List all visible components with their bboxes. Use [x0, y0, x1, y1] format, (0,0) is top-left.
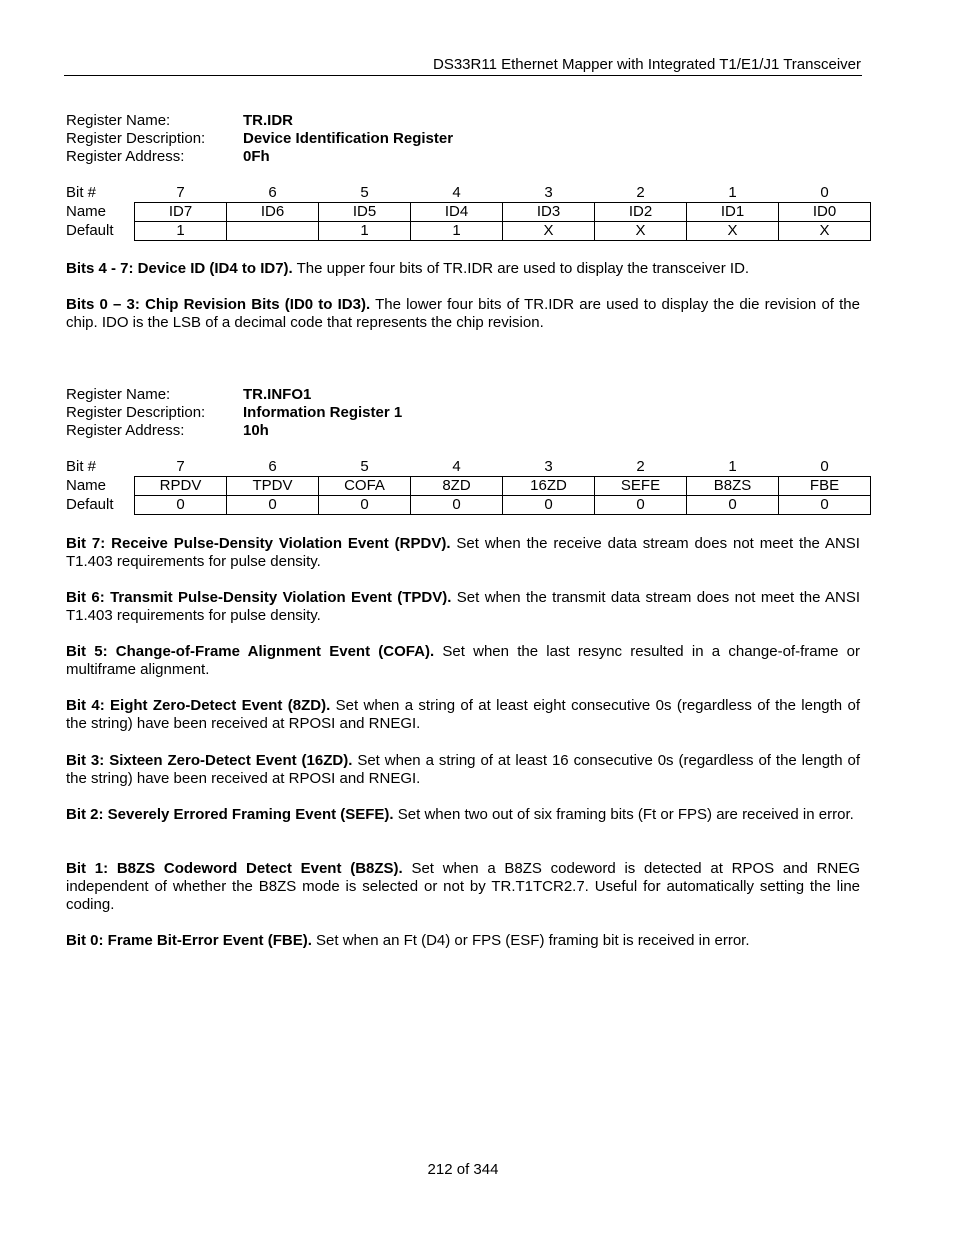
header-rule: [64, 75, 862, 76]
field-label: Register Name:: [66, 112, 171, 129]
bit-name: ID5: [319, 203, 411, 222]
bit-default: 0: [595, 496, 687, 515]
bit-default: 1: [319, 222, 411, 241]
bit-default: 0: [779, 496, 871, 515]
bit-number: 1: [728, 458, 737, 475]
bit-number: 0: [820, 458, 829, 475]
bit-default: 0: [227, 496, 319, 515]
bit-default: X: [779, 222, 871, 241]
bit-table-info1: [66, 458, 871, 515]
bit-default: 0: [687, 496, 779, 515]
bit-name: FBE: [779, 477, 871, 496]
bit-description: [66, 535, 860, 571]
bit-description-title: Bit 1: B8ZS Codeword Detect Event (B8ZS).: [66, 860, 403, 877]
register-name: TR.IDR: [243, 112, 293, 129]
bit-description: [66, 932, 860, 950]
register-address-row: [66, 148, 453, 166]
row-label: Bit #: [66, 184, 97, 202]
bit-description-text: Set when the transmit data stream does not meet the ANSI T1.403 requirements for pulse density.: [66, 589, 860, 624]
bit-number: 6: [268, 184, 277, 201]
bit-default-row: [66, 496, 871, 515]
bit-number: 7: [176, 458, 185, 475]
bit-default: 0: [319, 496, 411, 515]
bit-default: X: [687, 222, 779, 241]
bit-description: [66, 260, 860, 278]
bit-number: 1: [728, 184, 737, 201]
bit-name: RPDV: [135, 477, 227, 496]
register-description: Device Identification Register: [243, 130, 454, 147]
bit-description-title: Bits 0 – 3: Chip Revision Bits (ID0 to ID3).: [66, 296, 371, 313]
register-description: Information Register 1: [243, 404, 403, 421]
bit-default: 0: [135, 496, 227, 515]
row-label: Bit #: [66, 458, 97, 476]
row-label: Default: [66, 496, 114, 513]
field-label: Register Description:: [66, 130, 206, 147]
bit-number: 4: [452, 184, 461, 201]
bit-name: SEFE: [595, 477, 687, 496]
bit-name: 16ZD: [503, 477, 595, 496]
bit-default: [227, 222, 319, 241]
bit-name-row: [66, 477, 871, 496]
bit-number: 3: [544, 458, 553, 475]
bit-name: ID7: [135, 203, 227, 222]
bit-name: ID3: [503, 203, 595, 222]
bit-description-title: Bit 0: Frame Bit-Error Event (FBE).: [66, 932, 312, 949]
row-label: Name: [66, 203, 107, 220]
bit-number-row: [66, 184, 871, 203]
bit-description: [66, 589, 860, 625]
bit-number: 5: [360, 184, 369, 201]
bit-description: [66, 697, 860, 733]
row-label: Name: [66, 477, 107, 494]
field-label: Register Name:: [66, 386, 171, 403]
register-description-row: [66, 130, 453, 148]
bit-default-row: [66, 222, 871, 241]
bit-description-text: Set when a string of at least eight consecutive 0s (regardless of the length of the string) have been received at RPOSI and RNEGI.: [66, 697, 860, 732]
bit-description-title: Bit 2: Severely Errored Framing Event (SEFE).: [66, 806, 394, 823]
bit-description-text: Set when a B8ZS codeword is detected at RPOS and RNEG independent of whether the B8ZS mode is selected or not by TR.T1TCR2.7. Useful for automatically setting the line coding.: [66, 860, 860, 913]
bit-number: 6: [268, 458, 277, 475]
bit-description: [66, 860, 860, 914]
bit-description-title: Bit 3: Sixteen Zero-Detect Event (16ZD).: [66, 752, 353, 769]
page-number: 212 of 344: [427, 1161, 499, 1178]
bit-number: 2: [636, 458, 645, 475]
bit-number: 3: [544, 184, 553, 201]
bit-description-title: Bits 4 - 7: Device ID (ID4 to ID7).: [66, 260, 293, 277]
bit-description-text: Set when two out of six framing bits (Ft or FPS) are received in error.: [393, 806, 854, 823]
bit-name: ID4: [411, 203, 503, 222]
register-name: TR.INFO1: [243, 386, 312, 403]
bit-name: B8ZS: [687, 477, 779, 496]
register-description-row: [66, 404, 402, 422]
bit-table-idr: [66, 184, 871, 241]
bit-description: [66, 643, 860, 679]
register-address: 10h: [243, 422, 269, 439]
bit-name: COFA: [319, 477, 411, 496]
register-info-idr: [66, 112, 453, 166]
bit-number: 0: [820, 184, 829, 201]
bit-description-title: Bit 4: Eight Zero-Detect Event (8ZD).: [66, 697, 331, 714]
bit-default: X: [595, 222, 687, 241]
bit-default: 1: [411, 222, 503, 241]
bit-description: [66, 752, 860, 788]
bit-name: ID0: [779, 203, 871, 222]
bit-description-text: Set when a string of at least 16 consecutive 0s (regardless of the length of the string) have been received at RPOSI and RNEGI.: [66, 752, 860, 787]
bit-description-title: Bit 5: Change-of-Frame Alignment Event (COFA).: [66, 643, 435, 660]
bit-name: ID2: [595, 203, 687, 222]
bit-name: TPDV: [227, 477, 319, 496]
bit-name: ID1: [687, 203, 779, 222]
register-address: 0Fh: [243, 148, 270, 165]
page-header-title: DS33R11 Ethernet Mapper with Integrated T1/E1/J1 Transceiver: [432, 56, 861, 73]
register-name-row: [66, 112, 453, 130]
bit-number: 2: [636, 184, 645, 201]
row-label: Default: [66, 222, 114, 239]
field-label: Register Description:: [66, 404, 206, 421]
bit-number-row: [66, 458, 871, 477]
bit-description-text: Set when the receive data stream does not meet the ANSI T1.403 requirements for pulse density.: [66, 535, 860, 570]
bit-number: 4: [452, 458, 461, 475]
register-info-info1: [66, 386, 402, 440]
bit-description-text: Set when an Ft (D4) or FPS (ESF) framing bit is received in error.: [311, 932, 750, 949]
bit-description-title: Bit 6: Transmit Pulse-Density Violation Event (TPDV).: [66, 589, 452, 606]
bit-name-row: [66, 203, 871, 222]
register-address-row: [66, 422, 402, 440]
register-name-row: [66, 386, 402, 404]
field-label: Register Address:: [66, 422, 185, 439]
bit-name: 8ZD: [411, 477, 503, 496]
bit-description-text: The lower four bits of TR.IDR are used to display the die revision of the chip. IDO is the LSB of a decimal code that represents the chip revision.: [66, 296, 860, 331]
bit-description-text: The upper four bits of TR.IDR are used to display the transceiver ID.: [292, 260, 750, 277]
bit-number: 7: [176, 184, 185, 201]
bit-description: [66, 806, 860, 824]
bit-name: ID6: [227, 203, 319, 222]
bit-default: 1: [135, 222, 227, 241]
bit-number: 5: [360, 458, 369, 475]
bit-description: [66, 296, 860, 332]
bit-default: 0: [503, 496, 595, 515]
bit-default: 0: [411, 496, 503, 515]
bit-description-title: Bit 7: Receive Pulse-Density Violation Event (RPDV).: [66, 535, 451, 552]
field-label: Register Address:: [66, 148, 185, 165]
bit-description-text: Set when the last resync resulted in a change-of-frame or multiframe alignment.: [66, 643, 860, 678]
bit-default: X: [503, 222, 595, 241]
